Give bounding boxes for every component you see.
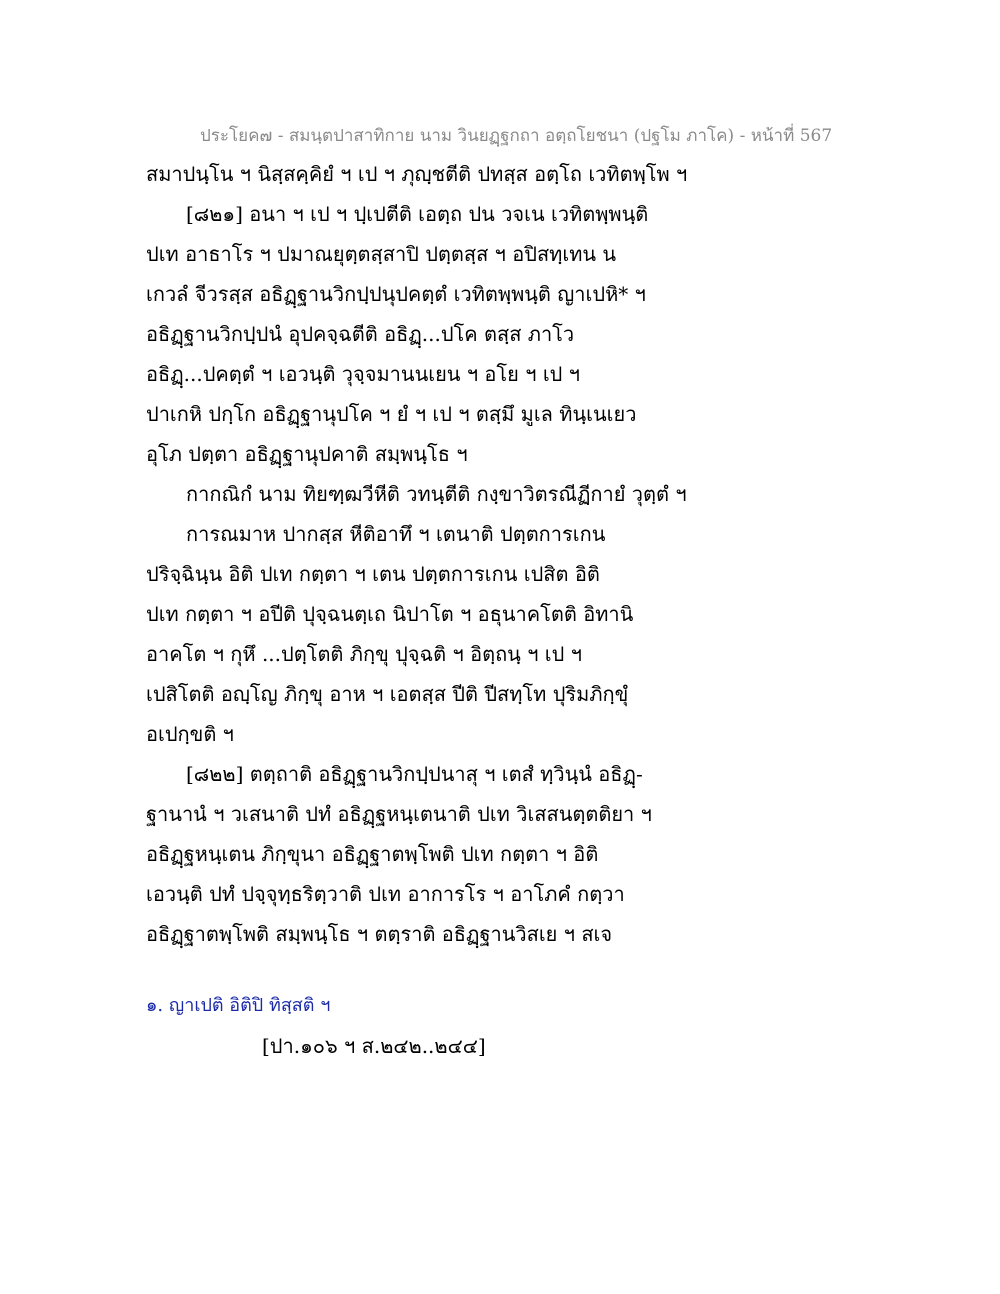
body-text bbox=[146, 158, 846, 958]
text-line: ปเท กตฺตา ฯ อปีติ ปุจฺฉนตฺเถ นิปาโต ฯ อธุนาคโตติ อิทานิ bbox=[146, 602, 634, 626]
running-header: ประโยค๗ - สมนฺตปาสาทิกาย นาม วินยฏฺฐกถา อตฺถโยชนา (ปฐโม ภาโค) - หน้าที่ 567 bbox=[200, 126, 833, 146]
text-line: ฐานานํ ฯ วเสนาติ ปทํ อธิฏฺฐหนฺเตนาติ ปเท วิเสสนตฺตติยา ฯ bbox=[146, 802, 652, 826]
text-line: เกวลํ จีวรสฺส อธิฏฺฐานวิกปฺปนุปคตฺตํ เวทิตพฺพนฺติ ญาเปหิ* ฯ bbox=[146, 282, 646, 306]
text-line: อธิฏฺ...ปคตฺตํ ฯ เอวนฺติ วุจฺจมานนเยน ฯ อโย ฯ เป ฯ bbox=[146, 362, 580, 386]
text-line: ปริจฺฉินฺน อิติ ปเท กตฺตา ฯ เตน ปตฺตการเกน เปสิต อิติ bbox=[146, 562, 600, 586]
text-line: กากณิกํ นาม ทิยฑฺฒวีหีติ วทนฺตีติ กงฺขาวิตรณีฏีกายํ วุตฺตํ ฯ bbox=[186, 482, 687, 506]
text-line: อาคโต ฯ กุหึ ...ปตฺโตติ ภิกฺขุ ปุจฺฉติ ฯ อิตฺถนฺ ฯ เป ฯ bbox=[146, 642, 582, 666]
text-line: [๘๒๑] อนา ฯ เป ฯ ปฺเปตีติ เอตฺถ ปน วจเน เวทิตพฺพนฺติ bbox=[186, 202, 649, 226]
text-line: สมาปนฺโน ฯ นิสฺสคฺคิยํ ฯ เป ฯ ภุญฺชตีติ ปทสฺส อตฺโถ เวทิตพฺโพ ฯ bbox=[146, 162, 688, 186]
text-line: [๘๒๒] ตตฺถาติ อธิฏฺฐานวิกปฺปนาสุ ฯ เตสํ ทฺวินฺนํ อธิฏฺ- bbox=[186, 762, 643, 786]
text-line: ปาเกหิ ปกฺโก อธิฏฺฐานุปโค ฯ ยํ ฯ เป ฯ ตสฺมึ มูเล ทินฺเนเยว bbox=[146, 402, 637, 426]
text-line: อธิฏฺฐานวิกปฺปนํ อุปคจฺฉตีติ อธิฏฺ...ปโค ตสฺส ภาโว bbox=[146, 322, 575, 346]
text-line: การณมาห ปากสฺส หีติอาทึ ฯ เตนาติ ปตฺตการเกน bbox=[186, 522, 606, 546]
footnote: ๑. ญาเปติ อิติปิ ทิสฺสติ ฯ bbox=[146, 995, 331, 1016]
text-line: อธิฏฺฐาตพฺโพติ สมฺพนฺโธ ฯ ตตฺราติ อธิฏฺฐานวิสเย ฯ สเจ bbox=[146, 922, 613, 946]
text-line: อธิฏฺฐหนฺเตน ภิกฺขุนา อธิฏฺฐาตพฺโพติ ปเท กตฺตา ฯ อิติ bbox=[146, 842, 599, 866]
page-reference: [ปา.๑๐๖ ฯ ส.๒๔๒..๒๔๔] bbox=[262, 1034, 486, 1058]
text-line: ปเท อาธาโร ฯ ปมาณยุตฺตสฺสาปิ ปตฺตสฺส ฯ อปิสทฺเทน น bbox=[146, 242, 617, 266]
text-line: เอวนฺติ ปทํ ปจฺจุทฺธริตฺวาติ ปเท อาการโร ฯ อาโภคํ กตฺวา bbox=[146, 882, 625, 906]
text-line: อุโภ ปตฺตา อธิฏฺฐานุปคาติ สมฺพนฺโธ ฯ bbox=[146, 442, 468, 466]
text-line: เปสิโตติ อญฺโญ ภิกฺขุ อาห ฯ เอตสฺส ปีติ ปีสทฺโท ปุริมภิกฺขุํ bbox=[146, 682, 629, 706]
text-line: อเปกฺขติ ฯ bbox=[146, 722, 234, 746]
